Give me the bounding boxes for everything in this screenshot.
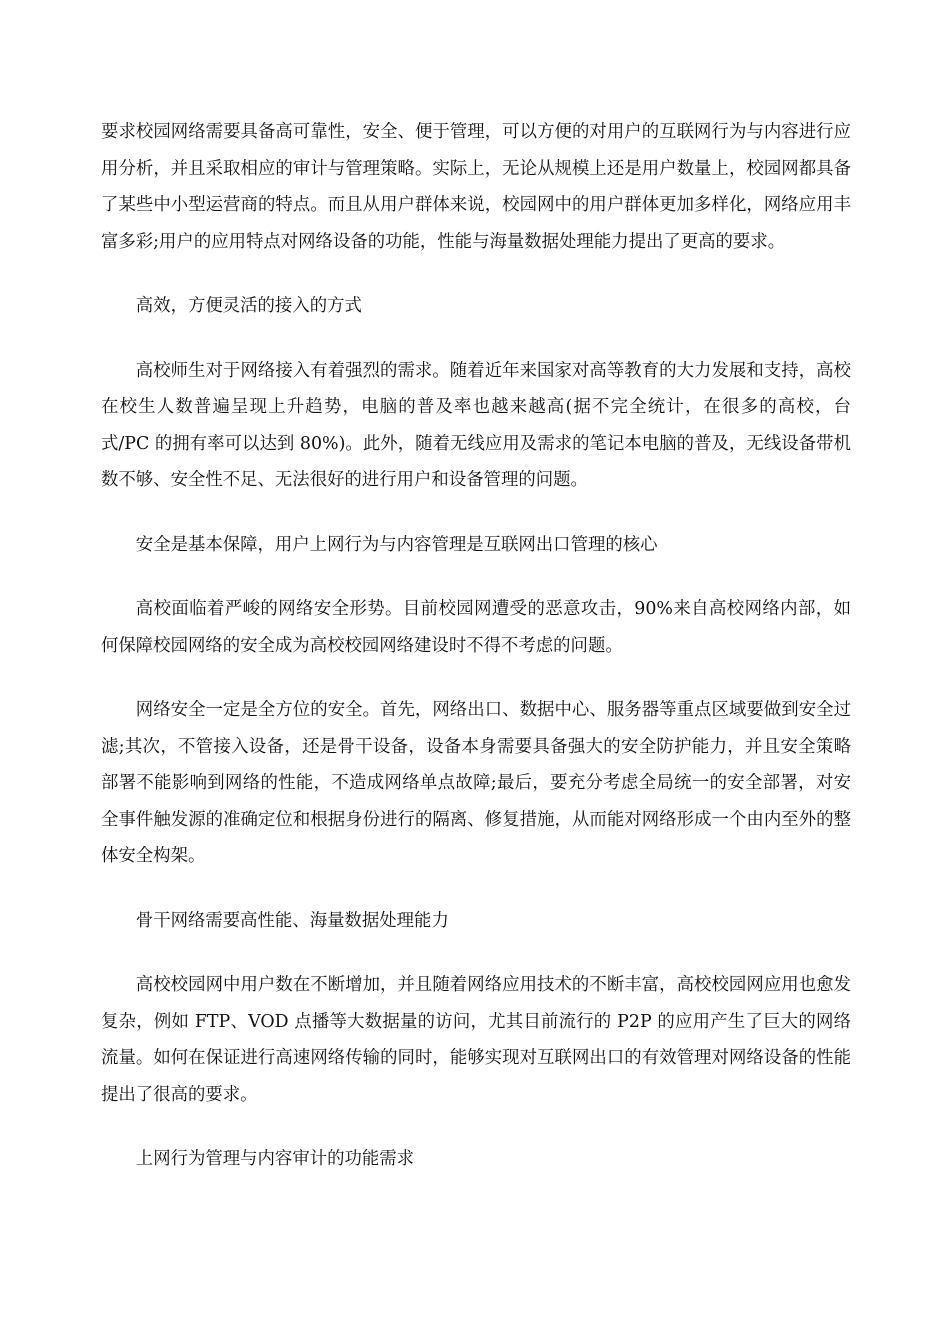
paragraph-backbone-performance: 高校校园网中用户数在不断增加，并且随着网络应用技术的不断丰富，高校校园网应用也愈发复杂，例如 FTP、VOD 点播等大数据量的访问，尤其目前流行的 P2P 的应用产生了巨大的网络流量。如何在保证进行高速网络传输的同时，能够实现对互联网出口的有效管理对网络设备的性能提出了很高的要求。	[101, 975, 851, 1105]
section-heading-access: 高效，方便灵活的接入的方式	[135, 296, 362, 316]
document-body	[101, 114, 851, 1206]
section-heading-security: 安全是基本保障，用户上网行为与内容管理是互联网出口管理的核心	[135, 534, 658, 555]
paragraph-security-situation: 高校面临着严峻的网络安全形势。目前校园网遭受的恶意攻击，90%来自高校网络内部，如何保障校园网络的安全成为高校校园网络建设时不得不考虑的问题。	[101, 599, 851, 656]
paragraph-continuation: 要求校园网络需要具备高可靠性，安全、便于管理，可以方便的对用户的互联网行为与内容进行应用分析，并且采取相应的审计与管理策略。实际上，无论从规模上还是用户数量上，校园网都具备了某些中小型运营商的特点。而且从用户群体来说，校园网中的用户群体更加多样化，网络应用丰富多彩;用户的应用特点对网络设备的功能，性能与海量数据处理能力提出了更高的要求。	[101, 122, 851, 252]
paragraph-security-strategy: 网络安全一定是全方位的安全。首先，网络出口、数据中心、服务器等重点区域要做到安全过滤;其次，不管接入设备，还是骨干设备，设备本身需要具备强大的安全防护能力，并且安全策略部署不能影响到网络的性能，不造成网络单点故障;最后，要充分考虑全局统一的安全部署，对安全事件触发源的准确定位和根据身份进行的隔离、修复措施，从而能对网络形成一个由内至外的整体安全构架。	[101, 700, 851, 866]
paragraph-access-demand: 高校师生对于网络接入有着强烈的需求。随着近年来国家对高等教育的大力发展和支持，高校在校生人数普遍呈现上升趋势，电脑的普及率也越来越高(据不完全统计，在很多的高校，台式/PC 的拥有率可以达到 80%)。此外，随着无线应用及需求的笔记本电脑的普及，无线设备带机数不够、安全性不足、无法很好的进行用户和设备管理的问题。	[101, 360, 851, 490]
section-heading-backbone: 骨干网络需要高性能、海量数据处理能力	[135, 910, 449, 931]
section-heading-audit: 上网行为管理与内容审计的功能需求	[135, 1149, 415, 1169]
